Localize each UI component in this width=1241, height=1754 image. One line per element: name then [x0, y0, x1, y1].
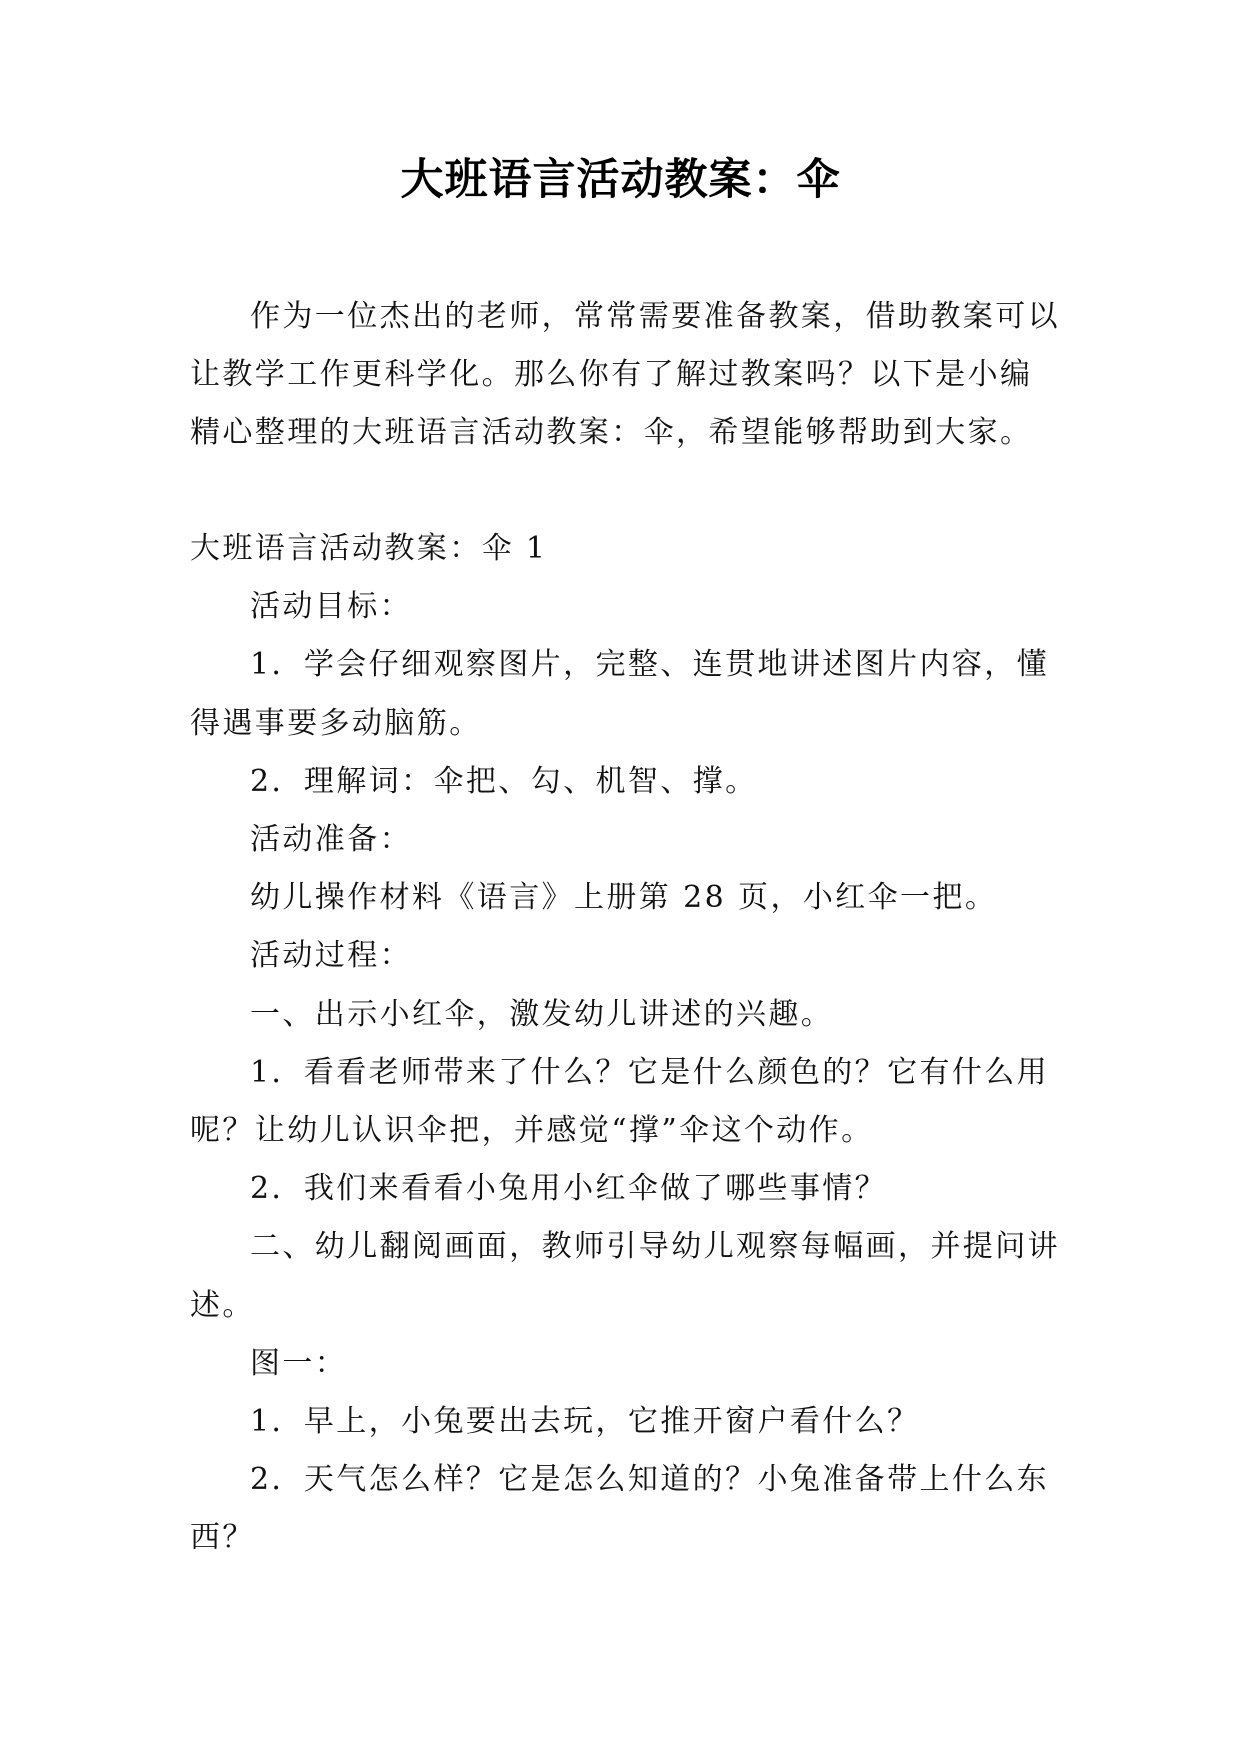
intro-paragraph: 作为一位杰出的老师，常常需要准备教案，借助教案可以让教学工作更科学化。那么你有了解过教案吗？以下是小编精心整理的大班语言活动教案：伞，希望能够帮助到大家。	[190, 299, 1060, 450]
content-block	[190, 520, 1060, 1568]
paragraph-prep-heading: 活动准备：	[250, 822, 412, 858]
paragraph-step-1: 一、出示小红伞，激发幼儿讲述的兴趣。	[250, 996, 834, 1032]
paragraph-figure-1: 图一：	[250, 1345, 348, 1381]
paragraph-goal-2: 2．理解词：伞把、勾、机智、撑。	[250, 763, 758, 799]
paragraph-process-heading: 活动过程：	[250, 938, 412, 974]
document-title: 大班语言活动教案：伞	[400, 155, 841, 205]
paragraph-prep-materials: 幼儿操作材料《语言》上册第 28 页，小红伞一把。	[250, 880, 998, 916]
paragraph-figure-1-q1: 1．早上，小兔要出去玩，它推开窗户看什么？	[250, 1404, 920, 1440]
paragraph-step-2: 二、幼儿翻阅画面，教师引导幼儿观察每幅画，并提问讲述。	[190, 1229, 1060, 1323]
paragraph-goals-heading: 活动目标：	[250, 589, 412, 625]
paragraph-figure-1-q2: 2．天气怎么样？它是怎么知道的？小兔准备带上什么东西？	[190, 1462, 1050, 1556]
paragraph-goal-1: 1．学会仔细观察图片，完整、连贯地讲述图片内容，懂得遇事要多动脑筋。	[190, 647, 1050, 741]
paragraph-step-1-q2: 2．我们来看看小兔用小红伞做了哪些事情？	[250, 1171, 888, 1207]
section-heading: 大班语言活动教案：伞 1	[190, 531, 548, 566]
intro-block	[190, 288, 1060, 462]
paragraph-step-1-q1: 1．看看老师带来了什么？它是什么颜色的？它有什么用呢？让幼儿认识伞把，并感觉“撑”伞这个动作。	[190, 1054, 1050, 1149]
